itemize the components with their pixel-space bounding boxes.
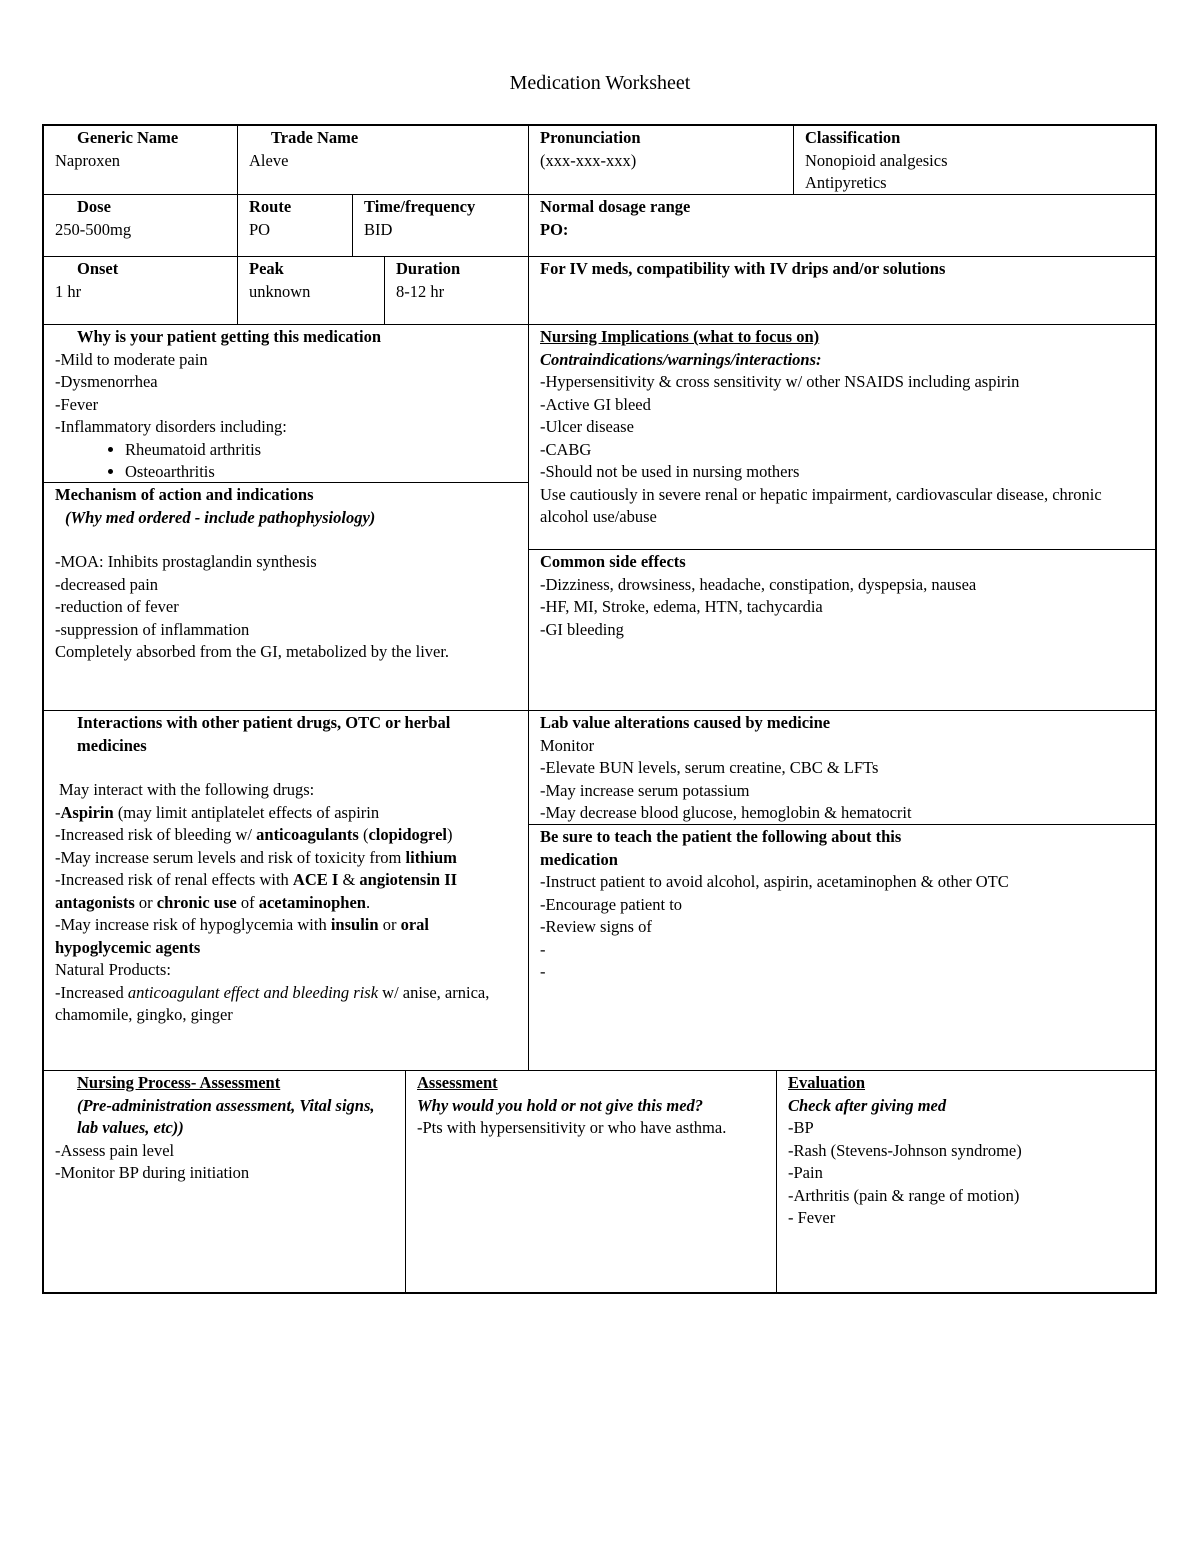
normal-dosage-cell bbox=[528, 194, 1157, 257]
dose-value: 250-500mg bbox=[55, 219, 132, 239]
normal-dosage-value: PO: bbox=[540, 219, 569, 239]
frequency-label: Time/frequency bbox=[364, 197, 476, 216]
lab-alterations-label: Lab value alterations caused by medicine bbox=[540, 713, 831, 732]
duration-label: Duration bbox=[396, 259, 461, 278]
lab-item: -May increase serum potassium bbox=[540, 780, 750, 800]
interaction-insulin: -May increase risk of hypoglycemia with insulin or oral hypoglycemic agents bbox=[55, 915, 434, 957]
hold-assessment-sublabel: Why would you hold or not give this med? bbox=[417, 1095, 704, 1115]
pronunciation-value: (xxx-xxx-xxx) bbox=[540, 150, 637, 170]
nursing-implications-cell bbox=[528, 324, 1157, 550]
moa-item: -reduction of fever bbox=[55, 597, 179, 616]
peak-label: Peak bbox=[249, 259, 284, 278]
lab-alterations-cell bbox=[528, 710, 1157, 825]
evaluation-sublabel: Check after giving med bbox=[788, 1095, 947, 1115]
why-bullet-list bbox=[55, 439, 518, 483]
moa-cell bbox=[43, 482, 529, 711]
moa-item: Completely absorbed from the GI, metabolized by the liver. bbox=[55, 642, 450, 661]
lab-item: Monitor bbox=[540, 735, 595, 755]
nursing-implications-label: Nursing Implications (what to focus on) bbox=[540, 327, 820, 346]
why-item: -Inflammatory disorders including: bbox=[55, 417, 287, 436]
hold-item: -Pts with hypersensitivity or who have asthma. bbox=[417, 1118, 727, 1137]
frequency-value: BID bbox=[364, 219, 393, 239]
dose-label: Dose bbox=[77, 197, 111, 216]
natural-products-label: Natural Products: bbox=[55, 960, 171, 979]
evaluation-item: -Arthritis (pain & range of motion) bbox=[788, 1185, 1020, 1205]
evaluation-item: -BP bbox=[788, 1118, 814, 1137]
evaluation-item: -Pain bbox=[788, 1163, 823, 1182]
onset-label: Onset bbox=[77, 259, 119, 278]
why-bullet: • Osteoarthritis bbox=[125, 461, 518, 483]
nursing-item: -Ulcer disease bbox=[540, 417, 634, 436]
classification-value-2: Antipyretics bbox=[805, 173, 887, 192]
nursing-process-label: Nursing Process- Assessment bbox=[77, 1073, 281, 1092]
why-label: Why is your patient getting this medication bbox=[77, 327, 382, 346]
moa-item: -suppression of inflammation bbox=[55, 619, 250, 639]
trade-name-label: Trade Name bbox=[271, 128, 359, 147]
onset-value: 1 hr bbox=[55, 281, 82, 301]
teach-item: - bbox=[540, 939, 546, 959]
moa-label: Mechanism of action and indications bbox=[55, 485, 314, 504]
interactions-intro: May interact with the following drugs: bbox=[59, 780, 315, 799]
route-value: PO bbox=[249, 219, 271, 239]
iv-compatibility-label: For IV meds, compatibility with IV drips and/or solutions bbox=[540, 259, 946, 278]
interactions-cell bbox=[43, 710, 529, 1071]
duration-value: 8-12 hr bbox=[396, 281, 445, 301]
lab-item: -May decrease blood glucose, hemoglobin & hematocrit bbox=[540, 803, 912, 822]
route-cell bbox=[237, 194, 353, 257]
side-effect-item: -GI bleeding bbox=[540, 619, 624, 639]
why-bullet: • Rheumatoid arthritis bbox=[125, 439, 518, 461]
trade-name-cell bbox=[237, 125, 529, 195]
peak-value: unknown bbox=[249, 281, 311, 301]
generic-name-label: Generic Name bbox=[77, 128, 179, 147]
side-effects-cell bbox=[528, 549, 1157, 711]
moa-item: -MOA: Inhibits prostaglandin synthesis bbox=[55, 552, 317, 571]
nursing-item: Use cautiously in severe renal or hepatic impairment, cardiovascular disease, chronic alcohol use/abuse bbox=[540, 484, 1106, 526]
normal-dosage-label: Normal dosage range bbox=[540, 197, 691, 216]
evaluation-item: -Rash (Stevens-Johnson syndrome) bbox=[788, 1140, 1022, 1160]
teach-item: -Review signs of bbox=[540, 917, 652, 936]
patient-teaching-cell bbox=[528, 824, 1157, 1071]
page-title: Medication Worksheet bbox=[509, 72, 691, 94]
nursing-item: -Active GI bleed bbox=[540, 394, 651, 414]
assessment-item: -Assess pain level bbox=[55, 1140, 175, 1160]
why-item: -Mild to moderate pain bbox=[55, 349, 208, 369]
nursing-item: -Should not be used in nursing mothers bbox=[540, 462, 800, 481]
trade-name-value: Aleve bbox=[249, 150, 289, 170]
nursing-implications-sublabel: Contraindications/warnings/interactions: bbox=[540, 349, 822, 369]
nursing-process-assessment-cell bbox=[43, 1070, 406, 1294]
classification-cell bbox=[793, 125, 1157, 195]
side-effect-item: -Dizziness, drowsiness, headache, constipation, dyspepsia, nausea bbox=[540, 574, 977, 594]
teach-item: -Instruct patient to avoid alcohol, aspirin, acetaminophen & other OTC bbox=[540, 872, 1009, 891]
duration-cell bbox=[384, 256, 529, 325]
teach-item: - bbox=[540, 962, 546, 981]
pronunciation-cell bbox=[528, 125, 794, 195]
peak-cell bbox=[237, 256, 385, 325]
classification-value-1: Nonopioid analgesics bbox=[805, 150, 948, 170]
assessment-item: -Monitor BP during initiation bbox=[55, 1163, 250, 1182]
teach-item: -Encourage patient to bbox=[540, 894, 683, 914]
evaluation-item: - Fever bbox=[788, 1208, 836, 1227]
moa-item: -decreased pain bbox=[55, 574, 159, 594]
evaluation-label: Evaluation bbox=[788, 1073, 866, 1092]
route-label: Route bbox=[249, 197, 292, 216]
lab-item: -Elevate BUN levels, serum creatine, CBC & LFTs bbox=[540, 758, 879, 777]
frequency-cell bbox=[352, 194, 529, 257]
classification-label: Classification bbox=[805, 128, 901, 147]
dose-cell bbox=[43, 194, 238, 257]
why-item: -Dysmenorrhea bbox=[55, 372, 158, 391]
nursing-process-sublabel: (Pre-administration assessment, Vital signs, lab values, etc)) bbox=[77, 1095, 379, 1137]
pronunciation-label: Pronunciation bbox=[540, 128, 641, 147]
hold-assessment-label: Assessment bbox=[417, 1073, 498, 1092]
patient-teaching-label: Be sure to teach the patient the following about this medication bbox=[540, 827, 906, 869]
interaction-ace: -Increased risk of renal effects with ACE I & angiotensin II antagonists or chronic use of acetaminophen. bbox=[55, 870, 462, 912]
why-item: -Fever bbox=[55, 394, 99, 414]
interaction-lithium: -May increase serum levels and risk of toxicity from lithium bbox=[55, 847, 457, 867]
iv-compatibility-cell bbox=[528, 256, 1157, 325]
moa-sublabel: (Why med ordered - include pathophysiology) bbox=[65, 507, 376, 527]
evaluation-cell bbox=[776, 1070, 1157, 1294]
why-cell bbox=[43, 324, 529, 483]
side-effect-item: -HF, MI, Stroke, edema, HTN, tachycardia bbox=[540, 597, 823, 616]
interactions-label: Interactions with other patient drugs, OTC or herbal medicines bbox=[77, 713, 455, 755]
hold-assessment-cell bbox=[405, 1070, 777, 1294]
interaction-aspirin: -Aspirin (may limit antiplatelet effects of aspirin bbox=[55, 802, 380, 822]
nursing-item: -Hypersensitivity & cross sensitivity w/ other NSAIDS including aspirin bbox=[540, 372, 1020, 391]
onset-cell bbox=[43, 256, 238, 325]
interaction-herbal: -Increased anticoagulant effect and bleeding risk w/ anise, arnica, chamomile, gingko, ginger bbox=[55, 982, 494, 1024]
side-effects-label: Common side effects bbox=[540, 552, 686, 571]
interaction-anticoagulants: -Increased risk of bleeding w/ anticoagulants (clopidogrel) bbox=[55, 825, 453, 844]
generic-name-value: Naproxen bbox=[55, 150, 121, 170]
generic-name-cell bbox=[43, 125, 238, 195]
nursing-item: -CABG bbox=[540, 439, 592, 459]
